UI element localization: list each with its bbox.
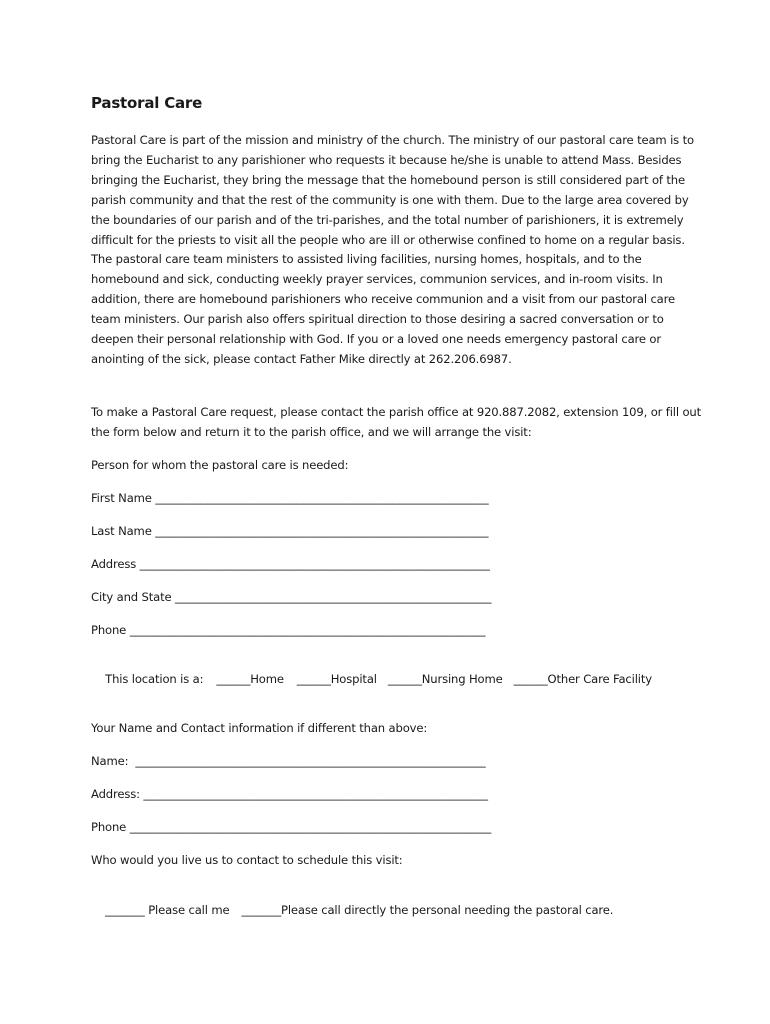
location-option-hospital[interactable]: ______Hospital [296,672,377,686]
contact-heading: Your Name and Contact information if different than above: [91,721,428,735]
city-state-field[interactable]: City and State ________________________________________________________ [91,590,492,604]
location-option-other-facility[interactable]: ______Other Care Facility [513,672,652,686]
call-option-me[interactable]: _______ Please call me [105,903,230,917]
location-option-home[interactable]: ______Home [216,672,284,686]
location-row [91,655,652,703]
phone-field[interactable]: Phone _______________________________________________________________ [91,623,486,637]
call-options-row [91,886,613,934]
contact-name-field[interactable]: Name: ______________________________________________________________ [91,754,486,768]
intro-paragraph: Pastoral Care is part of the mission and ministry of the church. The ministry of our pastoral care team is to bring the Eucharist to any parishioner who requests it because he/she is unable to attend Mass. Besides bringing the Eucharist, they bring the message that the homebound person is still considered part of the parish community and that the rest of the community is one with them. Due to the large area covered by the boundaries of our parish and of the tri-parishes, and the total number of parishioners, it is extremely difficult for the priests to visit all the people who are ill or otherwise confined to home on a regular basis. The pastoral care team ministers to assisted living facilities, nursing homes, hospitals, and to the homebound and sick, conducting weekly prayer services, communion services, and in-room visits. In addition, there are homebound parishioners who receive communion and a visit from our pastoral care team ministers. Our parish also offers spiritual direction to those desiring a sacred conversation or to deepen their personal relationship with God. If you or a loved one needs emergency pastoral care or anointing of the sick, please contact Father Mike directly at 262.206.6987. [91,133,694,366]
person-heading: Person for whom the pastoral care is needed: [91,458,349,472]
last-name-field[interactable]: Last Name ___________________________________________________________ [91,524,489,538]
location-label: This location is a: [105,672,204,686]
contact-address-field[interactable]: Address: _____________________________________________________________ [91,787,488,801]
location-option-nursing-home[interactable]: ______Nursing Home [387,672,503,686]
request-paragraph: To make a Pastoral Care request, please contact the parish office at 920.887.2082, extension 109, or fill out the form below and return it to the parish office, and we will arrange the visit: [91,405,702,439]
address-field[interactable]: Address ______________________________________________________________ [91,557,490,571]
contact-phone-field[interactable]: Phone ________________________________________________________________ [91,820,492,834]
call-option-person[interactable]: _______Please call directly the personal needing the pastoral care. [241,903,614,917]
who-heading: Who would you live us to contact to schedule this visit: [91,853,403,867]
first-name-field[interactable]: First Name ___________________________________________________________ [91,491,489,505]
page-title: Pastoral Care [91,94,203,112]
